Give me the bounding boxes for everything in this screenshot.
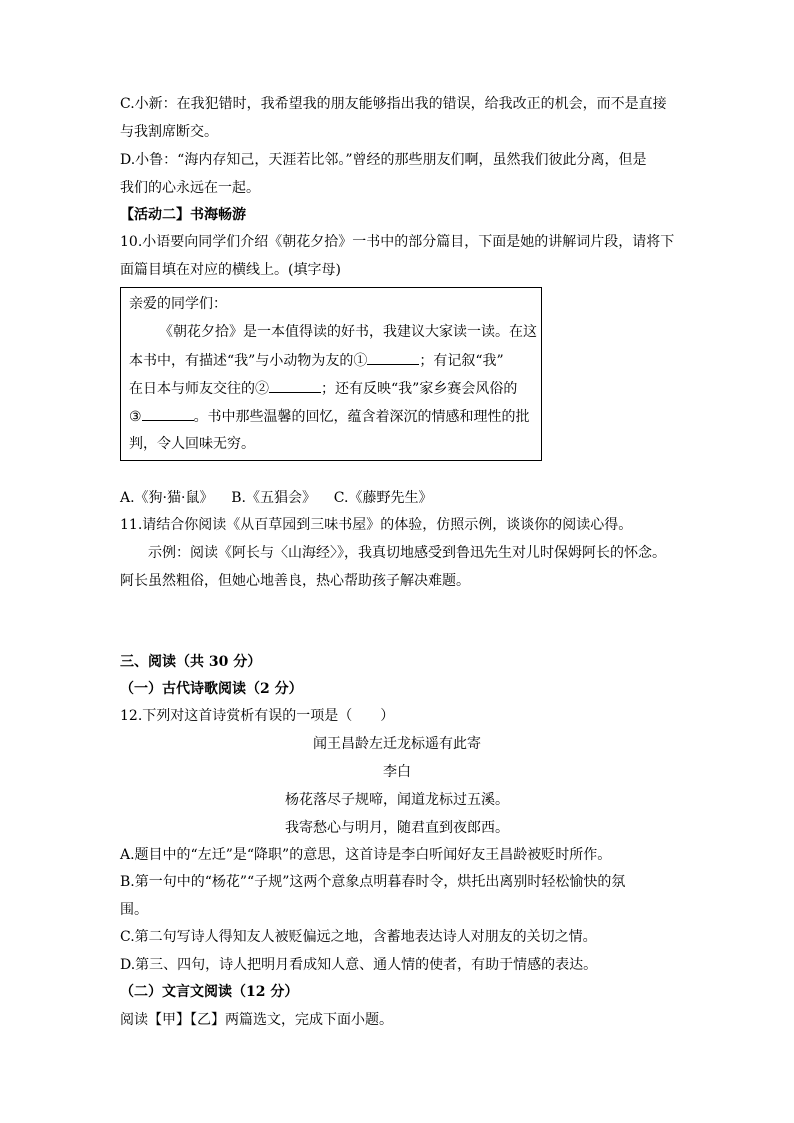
poem-author: 李白 xyxy=(383,764,411,780)
box-line1: 《朝花夕拾》是一本值得读的好书，我建议大家读一读。在这 xyxy=(159,324,537,340)
q9-option-d-line2: 我们的心永远在一起。 xyxy=(120,180,260,196)
q9-option-c-line2: 与我割席断交。 xyxy=(120,124,218,140)
classical-intro: 阅读【甲】【乙】两篇选文，完成下面小题。 xyxy=(120,1012,393,1028)
q11-stem: 11.请结合你阅读《从百草园到三味书屋》的体验，仿照示例，谈谈你的阅读心得。 xyxy=(120,517,633,533)
q12-option-a: A.题目中的“左迁”是“降职”的意思，这首诗是李白听闻好友王昌龄被贬时所作。 xyxy=(120,847,612,863)
q11-example-line1: 示例：阅读《阿长与〈山海经〉》，我真切地感受到鲁迅先生对儿时保姆阿长的怀念。 xyxy=(148,545,666,561)
box-line4-b: 。书中那些温馨的回忆，蕴含着深沉的情感和理性的批 xyxy=(193,409,530,425)
q11-example-line2: 阿长虽然粗俗，但她心地善良，热心帮助孩子解决难题。 xyxy=(120,573,470,589)
poem-title: 闻王昌龄左迁龙标遥有此寄 xyxy=(313,736,481,752)
box-line4 xyxy=(129,406,530,427)
box-greeting: 亲爱的同学们： xyxy=(129,296,227,312)
poetry-subheading: （一）古代诗歌阅读（2 分） xyxy=(120,681,303,697)
box-line2 xyxy=(129,350,504,371)
answer-blank-1[interactable] xyxy=(367,350,419,365)
box-line3 xyxy=(129,378,517,399)
poem-line1: 杨花落尽子规啼，闻道龙标过五溪。 xyxy=(285,792,509,808)
poem-line2: 我寄愁心与明月，随君直到夜郎西。 xyxy=(285,820,509,836)
answer-blank-2[interactable] xyxy=(269,378,321,393)
q10-stem-line2: 面篇目填在对应的横线上。(填字母) xyxy=(120,262,341,278)
q12-stem: 12.下列对这首诗赏析有误的一项是（ ） xyxy=(120,708,395,724)
q12-option-b-line1: B.第一句中的“杨花”“子规”这两个意象点明暮春时令，烘托出离别时轻松愉快的氛 xyxy=(120,874,626,890)
q9-option-c-line1: C.小新：在我犯错时，我希望我的朋友能够指出我的错误，给我改正的机会，而不是直接 xyxy=(120,96,667,112)
q12-option-c: C.第二句写诗人得知友人被贬偏远之地，含蓄地表达诗人对朋友的关切之情。 xyxy=(120,929,597,945)
q9-option-d-line1: D.小鲁：“海内存知己，天涯若比邻。”曾经的那些朋友们啊，虽然我们彼此分离，但是 xyxy=(120,152,647,168)
box-line3-b: ；还有反映“我”家乡赛会风俗的 xyxy=(321,381,518,397)
box-line2-a: 本书中，有描述“我”与小动物为友的① xyxy=(129,353,368,369)
box-line4-a: ③ xyxy=(129,409,142,425)
box-line5: 判，令人回味无穷。 xyxy=(129,436,255,452)
q12-option-b-line2: 围。 xyxy=(120,902,148,918)
box-line3-a: 在日本与师友交往的② xyxy=(129,381,269,397)
q10-speech-box xyxy=(120,287,542,461)
q12-option-d: D.第三、四句，诗人把明月看成知人意、通人情的使者，有助于情感的表达。 xyxy=(120,957,598,973)
box-line2-b: ；有记叙“我” xyxy=(419,353,504,369)
classical-subheading: （二）文言文阅读（12 分） xyxy=(120,984,299,1000)
q10-stem-line1: 10.小语要向同学们介绍《朝花夕拾》一书中的部分篇目，下面是她的讲解词片段，请将下 xyxy=(120,234,675,250)
q10-options: A.《狗·猫·鼠》 B.《五猖会》 C.《藤野先生》 xyxy=(120,490,433,506)
activity2-heading: 【活动二】书海畅游 xyxy=(120,207,246,223)
section3-heading: 三、阅读（共 30 分） xyxy=(120,654,262,670)
answer-blank-3[interactable] xyxy=(142,406,194,421)
